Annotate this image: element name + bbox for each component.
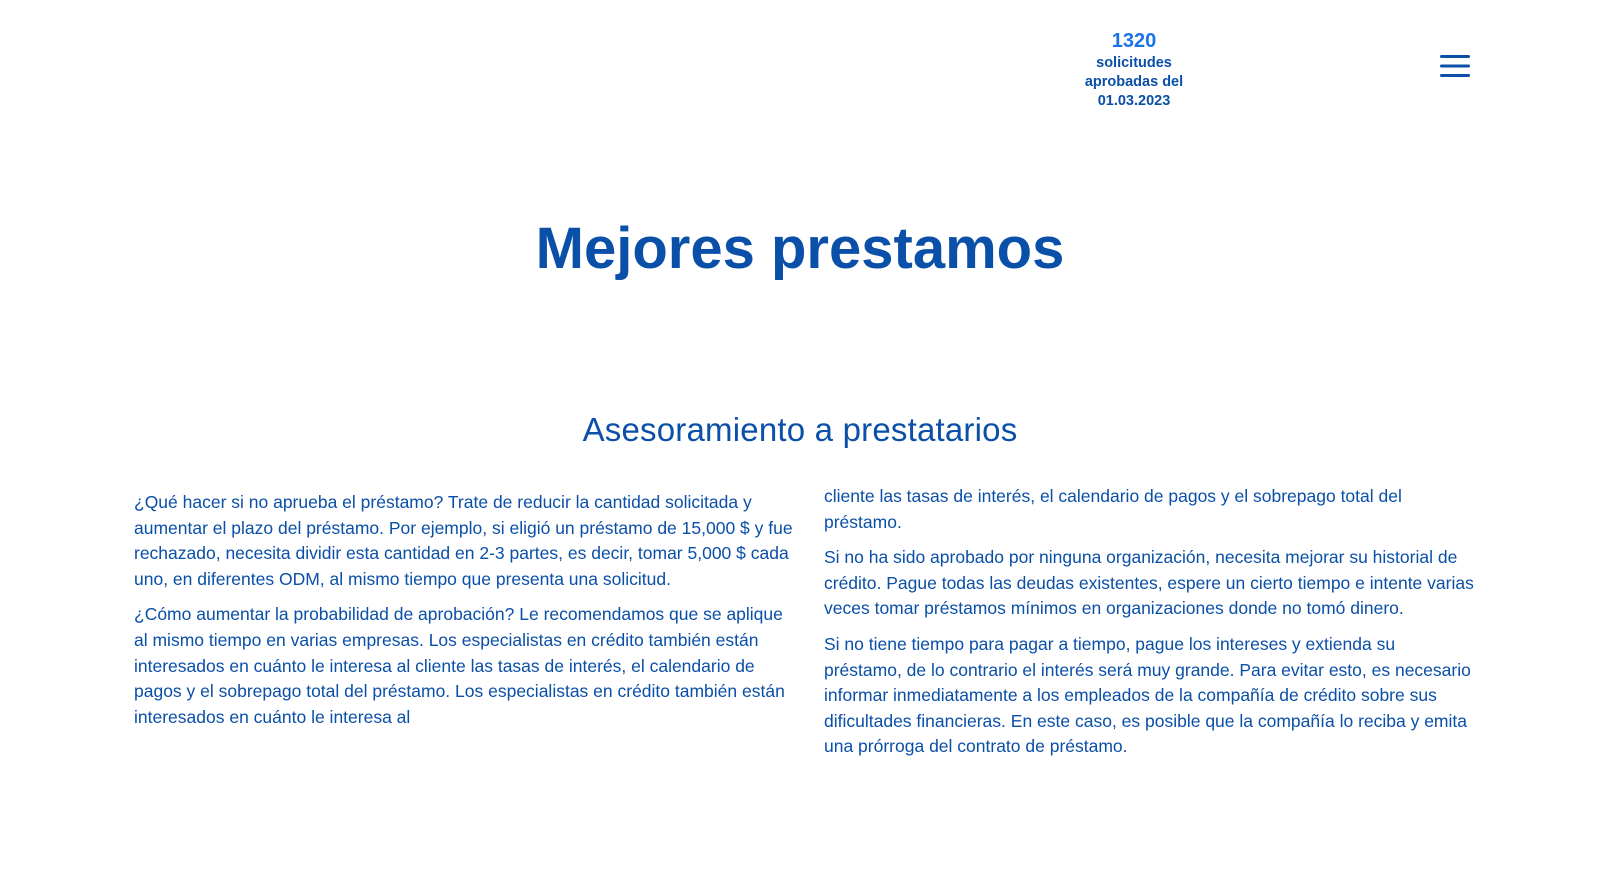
advice-paragraph: ¿Cómo aumentar la probabilidad de aprobación? Le recomendamos que se aplique al mismo tiempo en varias empresas. Los especialistas en crédito también están interesados en cuánto le interesa al cliente las tasas de interés, el calendario de pagos y el sobrepago total del préstamo. Los especialistas en crédito también están interesados en cuánto le interesa al: [134, 604, 785, 727]
approved-date: 01.03.2023: [1097, 93, 1171, 109]
approved-caption-line-2: aprobadas del: [1084, 74, 1184, 90]
menu-button[interactable]: [1440, 54, 1472, 78]
approved-caption-line-1: solicitudes: [1096, 55, 1172, 71]
approved-count: 1320: [1111, 30, 1157, 52]
approved-requests-counter: [1060, 28, 1208, 111]
section-title: Asesoramiento a prestatarios: [582, 411, 1018, 448]
advice-paragraph: cliente las tasas de interés, el calendario de pagos y el sobrepago total del préstamo.: [824, 486, 1402, 532]
advice-left-column: [134, 490, 794, 740]
advice-paragraph: ¿Qué hacer si no aprueba el préstamo? Trate de reducir la cantidad solicitada y aumentar el plazo del préstamo. Por ejemplo, si eligió un préstamo de 15,000 $ y fue rechazado, necesita dividir esta cantidad en 2-3 partes, es decir, tomar 5,000 $ cada uno, en diferentes ODM, al mismo tiempo que presenta una solicitud.: [134, 492, 793, 589]
advice-paragraph: Si no ha sido aprobado por ninguna organización, necesita mejorar su historial de crédito. Pague todas las deudas existentes, espere un cierto tiempo e intente varias veces tomar préstamos mínimos en organizaciones donde no tomó dinero.: [824, 547, 1474, 619]
page-title: Mejores prestamos: [535, 216, 1065, 281]
hamburger-menu-icon: [1440, 54, 1472, 78]
advice-paragraph: Si no tiene tiempo para pagar a tiempo, pague los intereses y extienda su préstamo, de lo contrario el interés será muy grande. Para evitar esto, es necesario informar inmediatamente a los empleados de la compañía de crédito sobre sus dificultades financieras. En este caso, es posible que la compañía lo reciba y emita una prórroga del contrato de préstamo.: [824, 633, 1471, 757]
advice-right-column: [824, 484, 1474, 770]
